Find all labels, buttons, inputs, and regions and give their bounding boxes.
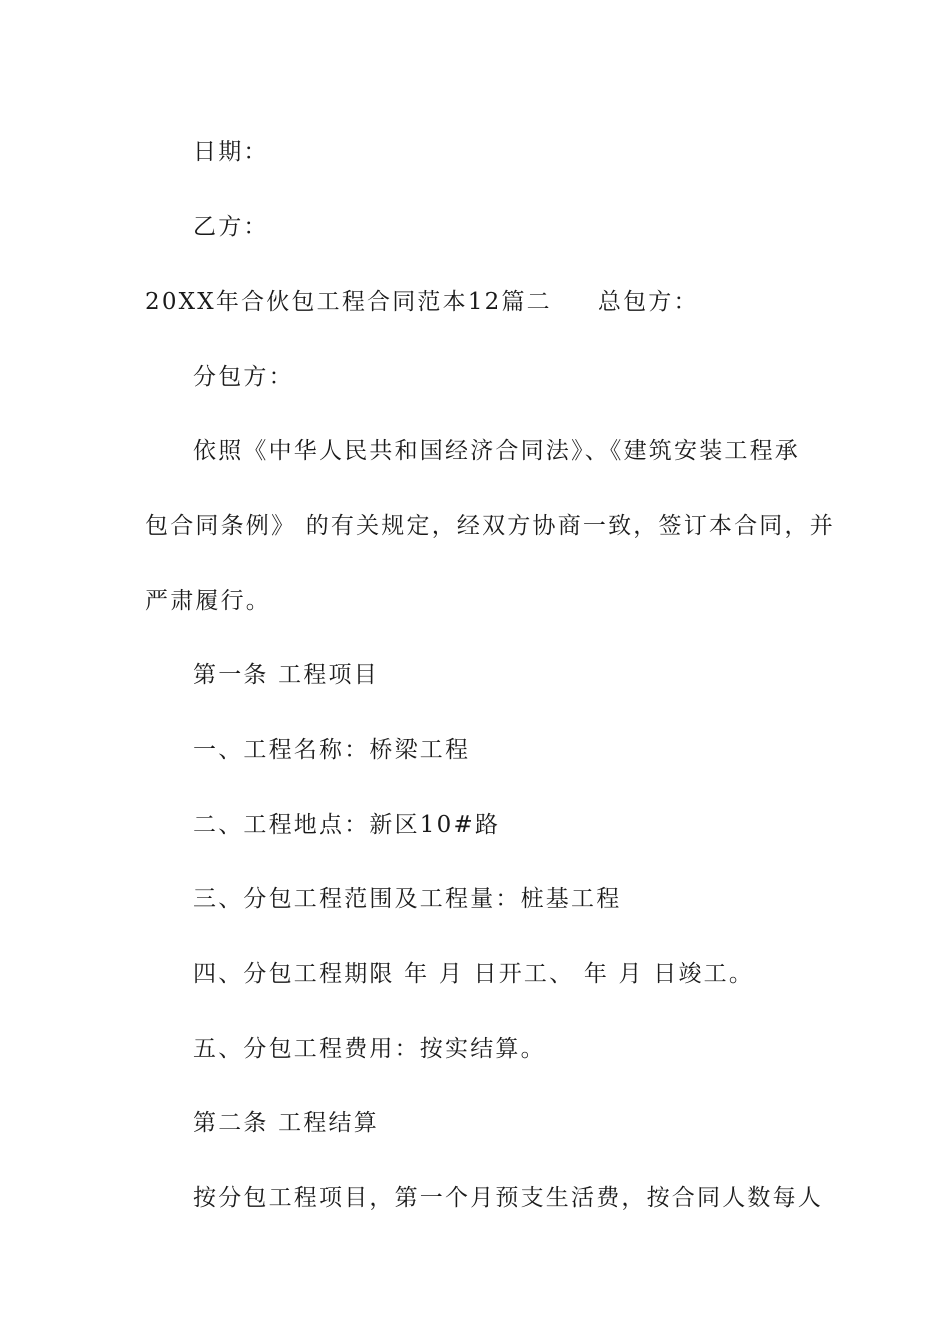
section-heading-line xyxy=(145,287,810,317)
article-1-item-4: 四、分包工程期限 年 月 日开工、 年 月 日竣工。 xyxy=(193,961,755,987)
article-1-item-5: 五、分包工程费用：按实结算。 xyxy=(193,1036,546,1062)
preamble-line-1: 依照《中华人民共和国经济合同法》、《建筑安装工程承 xyxy=(193,438,800,464)
article-1-item-3: 三、分包工程范围及工程量：桩基工程 xyxy=(193,886,622,912)
article-1-item-1: 一、工程名称：桥梁工程 xyxy=(193,737,471,763)
subcontractor-label: 分包方： xyxy=(193,364,294,390)
general-contractor-label: 总包方： xyxy=(597,289,699,315)
section-heading: 20XX年合伙包工程合同范本12篇二 xyxy=(145,289,552,315)
article-1-title: 第一条 工程项目 xyxy=(193,662,379,688)
date-label: 日期： xyxy=(193,139,269,165)
article-1-item-2: 二、工程地点：新区10#路 xyxy=(193,812,501,838)
article-2-text: 按分包工程项目，第一个月预支生活费，按合同人数每人 xyxy=(193,1185,823,1211)
party-b-label: 乙方： xyxy=(193,214,269,240)
preamble-line-2: 包合同条例》 的有关规定，经双方协商一致，签订本合同，并 xyxy=(145,513,835,539)
article-2-title: 第二条 工程结算 xyxy=(193,1110,379,1136)
preamble-line-3: 严肃履行。 xyxy=(145,588,271,614)
